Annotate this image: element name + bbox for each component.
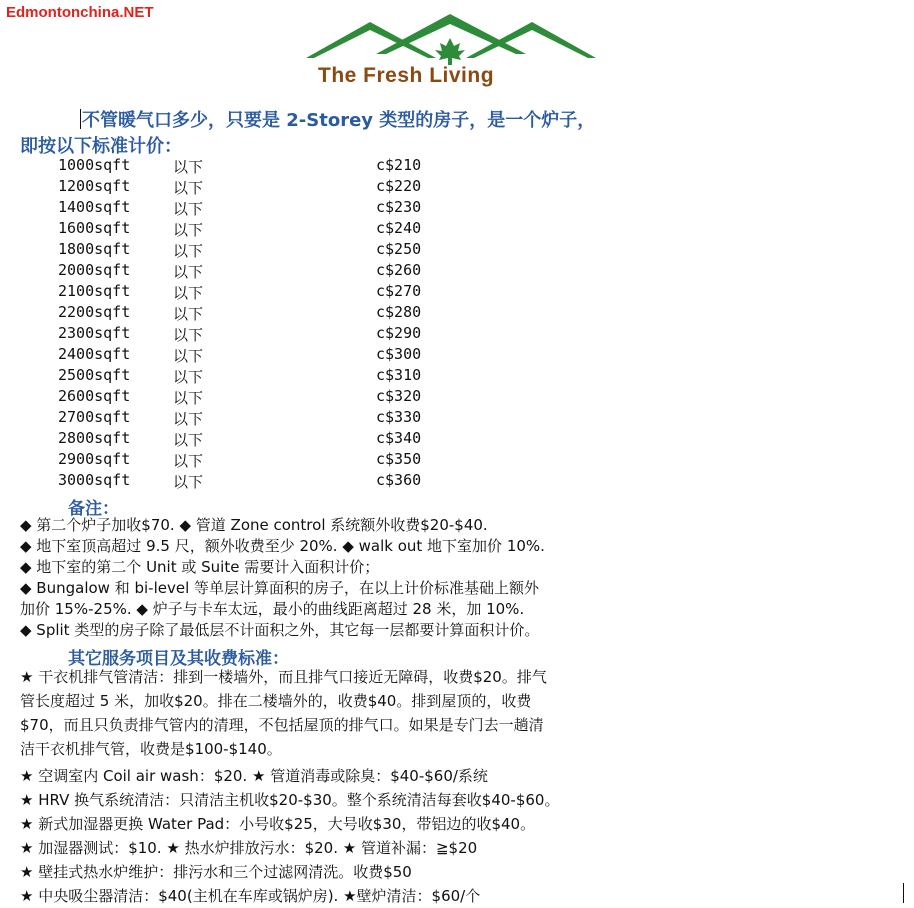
price-row [58, 429, 478, 450]
sqft-value: 1800sqft [58, 240, 131, 258]
price-value: c$240 [376, 219, 422, 237]
sqft-value: 2700sqft [58, 408, 131, 426]
below-label: 以下 [173, 431, 204, 449]
price-row [58, 198, 478, 219]
price-value: c$250 [376, 240, 422, 258]
below-label: 以下 [173, 242, 204, 260]
notes-list [20, 515, 900, 641]
price-value: c$340 [376, 429, 422, 447]
price-value: c$330 [376, 408, 422, 426]
notes-title: 备注： [68, 499, 119, 519]
price-row [58, 345, 478, 366]
service-line: ★ 新式加湿器更换 Water Pad：小号收$25，大号收$30，带铝边的收$40。 [20, 815, 536, 833]
sqft-value: 2500sqft [58, 366, 131, 384]
service-line: ★ 空调室内 Coil air wash：$20. ★ 管道消毒或除臭：$40-$60/系统 [20, 767, 488, 785]
service-line: ★ HRV 换气系统清洁：只清洁主机收$20-$30。整个系统清洁每套收$40-$60。 [20, 791, 560, 809]
sqft-value: 1200sqft [58, 177, 131, 195]
service-line: 洁干衣机排气管，收费是$100-$140。 [20, 740, 282, 758]
below-label: 以下 [173, 326, 204, 344]
note-line: ◆ 地下室的第二个 Unit 或 Suite 需要计入面积计价； [20, 558, 380, 576]
note-line: 加价 15%-25%. ◆ 炉子与卡车太远，最小的曲线距离超过 28 米，加 10%. [20, 600, 525, 618]
price-value: c$260 [376, 261, 422, 279]
sqft-value: 1600sqft [58, 219, 131, 237]
maple-leaf-icon [435, 38, 465, 65]
price-value: c$270 [376, 282, 422, 300]
services-title: 其它服务项目及其收费标准： [68, 649, 289, 669]
price-row [58, 366, 478, 387]
below-label: 以下 [173, 368, 204, 386]
text-cursor [80, 109, 81, 129]
price-value: c$280 [376, 303, 422, 321]
price-row [58, 177, 478, 198]
sqft-value: 3000sqft [58, 471, 131, 489]
sqft-value: 2400sqft [58, 345, 131, 363]
below-label: 以下 [173, 347, 204, 365]
price-row [58, 450, 478, 471]
sqft-value: 2300sqft [58, 324, 131, 342]
below-label: 以下 [173, 158, 204, 176]
price-value: c$360 [376, 471, 422, 489]
price-row [58, 408, 478, 429]
sqft-value: 2100sqft [58, 282, 131, 300]
note-line: ◆ Bungalow 和 bi-level 等单层计算面积的房子，在以上计价标准基础上额外 [20, 579, 540, 597]
price-value: c$220 [376, 177, 422, 195]
price-value: c$230 [376, 198, 422, 216]
price-row [58, 219, 478, 240]
price-row [58, 240, 478, 261]
price-row [58, 471, 478, 492]
service-line: ★ 壁挂式热水炉维护：排污水和三个过滤网清洗。收费$50 [20, 863, 412, 881]
sqft-value: 2600sqft [58, 387, 131, 405]
note-line: ◆ Split 类型的房子除了最低层不计面积之外，其它每一层都要计算面积计价。 [20, 621, 540, 639]
sqft-value: 1400sqft [58, 198, 131, 216]
watermark-text: Edmontonchina.NET [6, 4, 154, 21]
price-value: c$210 [376, 156, 422, 174]
logo-text: The Fresh Living [318, 64, 495, 87]
price-value: c$350 [376, 450, 422, 468]
service-line: ★ 加湿器测试：$10. ★ 热水炉排放污水：$20. ★ 管道补漏：≧$20 [20, 839, 478, 857]
service-line: 管长度超过 5 米，加收$20。排在二楼墙外的，收费$40。排到屋顶的，收费 [20, 692, 532, 710]
price-table [58, 156, 478, 492]
below-label: 以下 [173, 305, 204, 323]
below-label: 以下 [173, 179, 204, 197]
dryer-vent-service [20, 665, 900, 761]
below-label: 以下 [173, 473, 204, 491]
price-row [58, 282, 478, 303]
intro-text [20, 108, 900, 160]
text-cursor [903, 883, 904, 903]
below-label: 以下 [173, 221, 204, 239]
sqft-value: 2200sqft [58, 303, 131, 321]
price-row [58, 156, 478, 177]
services-list [20, 665, 900, 908]
price-row [58, 303, 478, 324]
sqft-value: 2800sqft [58, 429, 131, 447]
service-line: ★ 干衣机排气管清洁：排到一楼墙外，而且排气口接近无障碍，收费$20。排气 [20, 668, 547, 686]
below-label: 以下 [173, 389, 204, 407]
sqft-value: 2900sqft [58, 450, 131, 468]
below-label: 以下 [173, 284, 204, 302]
sqft-value: 2000sqft [58, 261, 131, 279]
below-label: 以下 [173, 200, 204, 218]
below-label: 以下 [173, 263, 204, 281]
price-row [58, 261, 478, 282]
note-line: ◆ 地下室顶高超过 9.5 尺，额外收费至少 20%. ◆ walk out 地下室加价 10%. [20, 537, 545, 555]
price-value: c$290 [376, 324, 422, 342]
price-value: c$310 [376, 366, 422, 384]
intro-line-2: 即按以下标准计价： [20, 136, 182, 157]
price-value: c$300 [376, 345, 422, 363]
price-value: c$320 [376, 387, 422, 405]
note-line: ◆ 第二个炉子加收$70. ◆ 管道 Zone control 系统额外收费$20-$40. [20, 516, 488, 534]
below-label: 以下 [173, 452, 204, 470]
sqft-value: 1000sqft [58, 156, 131, 174]
service-line: ★ 中央吸尘器清洁：$40(主机在车库或锅炉房). ★壁炉清洁：$60/个 [20, 887, 481, 905]
price-row [58, 387, 478, 408]
price-row [58, 324, 478, 345]
below-label: 以下 [173, 410, 204, 428]
service-line: $70，而且只负责排气管内的清理，不包括屋顶的排气口。如果是专门去一趟清 [20, 716, 544, 734]
intro-line-1: 不管暖气口多少，只要是 2-Storey 类型的房子，是一个炉子， [82, 110, 596, 131]
